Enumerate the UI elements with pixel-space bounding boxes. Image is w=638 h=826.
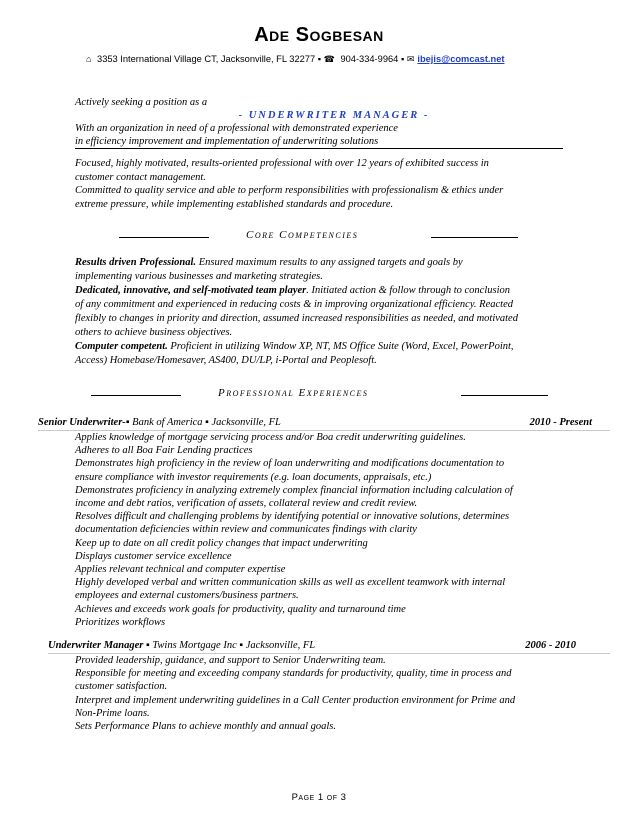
competency-line: Access) Homebase/Homesaver, AS400, DU/LP, i-Portal and Peoplesoft. [75,355,377,366]
duty-line: income and debt ratios, verification of assets, collateral review and credit review. [75,498,418,510]
job-header [38,416,610,431]
address-text: 3353 International Village CT, Jacksonville, FL 32277 [97,54,316,64]
competency-line: flexibly to changes in priority and direction, assumed increased responsibilities as needed, and motivated [75,313,518,324]
objective-block [75,96,563,149]
job-dates: 2006 - 2010 [525,640,576,651]
duty-line: Applies relevant technical and computer expertise [75,564,286,576]
duty-line: ensure compliance with investor requirements (e.g. loan documents, appraisals, etc.) [75,471,432,483]
summary-line: extreme pressure, while implementing established standards and procedure. [75,198,394,210]
duty-line: documentation deficiencies within review and communicates findings with clarity [75,524,417,536]
duty-line: customer satisfaction. [75,681,168,693]
duty-line: employees and external customers/business partners. [75,590,299,602]
summary-line: Focused, highly motivated, results-oriented professional with over 12 years of exhibited success in [75,158,489,169]
house-icon: ⌂ [86,54,92,64]
duty-line: Achieves and exceeds work goals for productivity, quality and turnaround time [75,603,406,615]
duty-line: Keep up to date on all credit policy changes that impact underwriting [75,537,368,549]
separator: ▪ [400,54,405,64]
competency-line: Results driven Professional. Ensured maximum results to any assigned targets and goals by [75,257,463,268]
envelope-icon: ✉ [406,54,415,64]
duty-line: Resolves difficult and challenging problems by identifying potential or innovative solutions, determines [75,511,510,523]
duty-line: Highly developed verbal and written communication skills as well as excellent teamwork with internal [75,577,506,589]
duty-line: Displays customer service excellence [75,550,232,562]
duty-line: Non-Prime loans. [75,707,150,719]
objective-line: Actively seeking a position as a [75,97,208,108]
email-link[interactable]: ibejis@comcast.net [417,54,505,64]
contact-line [86,54,566,65]
heading-rule [461,395,548,396]
job-header [48,639,610,654]
summary-line: Committed to quality service and able to perform responsibilities with professionalism & ethics under [75,185,504,196]
duty-line: Provided leadership, guidance, and support to Senior Underwriting team. [75,655,386,666]
duty-line: Interpret and implement underwriting guidelines in a Call Center production environment for Prime and [75,694,516,706]
duty-line: Sets Performance Plans to achieve monthly and annual goals. [75,721,336,733]
heading-label: Professional Experiences [218,387,369,399]
heading-label: Core Competencies [246,229,359,241]
job-title: Underwriter Manager [48,640,144,651]
competency-line: Dedicated, innovative, and self-motivated team player. Initiated action & follow through to conclusion [75,285,511,296]
duty-line: Applies knowledge of mortgage servicing process and/or Boa credit underwriting guidelines. [75,432,466,443]
competency-line: implementing various businesses and marketing strategies. [75,271,323,282]
job-employer: ▪ Bank of America ▪ Jacksonville, FL [125,417,281,428]
separator: ▪ [317,54,322,64]
candidate-name: Ade Sogbesan [254,24,384,46]
duty-line: Demonstrates high proficiency in the review of loan underwriting and modifications documentation to [75,458,505,470]
telephone-icon: ☎ [323,54,335,64]
summary-block [75,157,565,211]
heading-rule [119,237,209,238]
job-title: Senior Underwriter- [38,417,126,428]
phone-text: 904-334-9964 [340,54,399,64]
page-number: Page 1 of 3 [291,792,347,803]
job-duties [75,654,575,733]
duty-line: Adheres to all Boa Fair Lending practices [75,445,253,457]
duty-line: Demonstrates proficiency in analyzing extremely complex financial information including calculation of [75,484,513,496]
competency-line: of any commitment and experienced in reducing costs & in improving organizational efficiency. Reacted [75,299,513,310]
objective-line: in efficiency improvement and implementation of underwriting solutions [75,135,563,149]
job-duties [75,431,575,629]
heading-rule [91,395,181,396]
summary-line: customer contact management. [75,171,206,183]
competency-line: Computer competent. Proficient in utilizing Window XP, NT, MS Office Suite (Word, Excel, PowerPoint, [75,341,514,352]
job-dates: 2010 - Present [529,417,592,428]
heading-rule [431,237,518,238]
competency-line: others to achieve business objectives. [75,327,233,338]
duty-line: Prioritizes workflows [75,616,166,628]
competencies-block [75,256,565,368]
target-position: - UNDERWRITER MANAGER - [238,110,430,121]
duty-line: Responsible for meeting and exceeding company standards for productivity, quality, time in process and [75,668,512,680]
job-employer: ▪ Twins Mortgage Inc ▪ Jacksonville, FL [143,640,316,651]
objective-line: With an organization in need of a professional with demonstrated experience [75,123,398,134]
